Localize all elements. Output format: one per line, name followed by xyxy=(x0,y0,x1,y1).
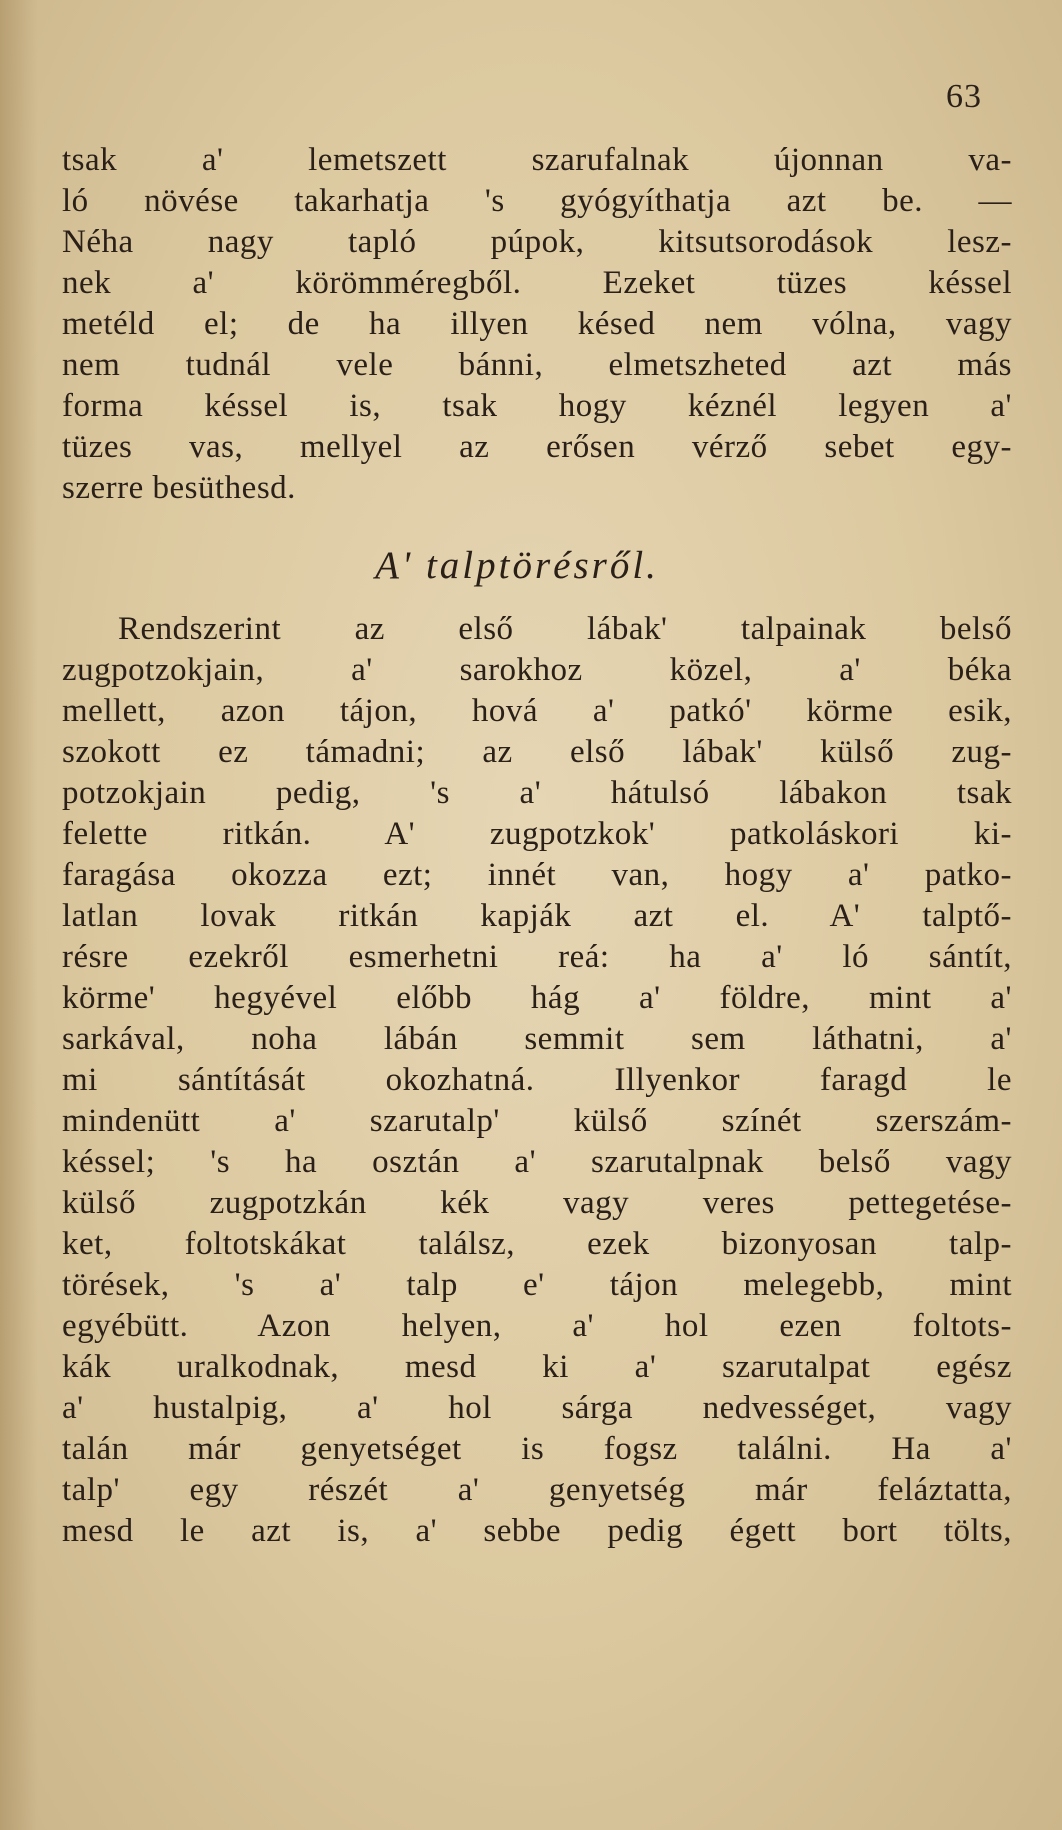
text-line: metéld el; de ha illyen késed nem vólna, vagy xyxy=(62,306,1012,342)
text-line: nem tudnál vele bánni, elmetszheted azt más xyxy=(62,347,1012,383)
text-line: késsel; 's ha osztán a' szarutalpnak belső vagy xyxy=(62,1144,1012,1180)
text-line: a' hustalpig, a' hol sárga nedvességet, vagy xyxy=(62,1390,1012,1426)
text-line: mindenütt a' szarutalp' külső színét szerszám- xyxy=(62,1103,1012,1139)
text-line: résre ezekről esmerhetni reá: ha a' ló sántít, xyxy=(62,939,1012,975)
text-line: kák uralkodnak, mesd ki a' szarutalpat egész xyxy=(62,1349,1012,1385)
text-line: sarkával, noha lábán semmit sem láthatni, a' xyxy=(62,1021,1012,1057)
text-line: Néha nagy tapló púpok, kitsutsorodások lesz- xyxy=(62,224,1012,260)
text-line: törések, 's a' talp e' tájon melegebb, mint xyxy=(62,1267,1012,1303)
text-block xyxy=(62,140,1012,1552)
page-number: 63 xyxy=(946,78,982,115)
section-heading: A' talptörésről. xyxy=(375,544,659,587)
paragraph-2 xyxy=(62,609,1012,1552)
text-line: szokott ez támadni; az első lábak' külső zug- xyxy=(62,734,1012,770)
page-gutter-shadow xyxy=(0,0,38,1830)
text-line: felette ritkán. A' zugpotzkok' patkoláskori ki- xyxy=(62,816,1012,852)
text-line: potzokjain pedig, 's a' hátulsó lábakon tsak xyxy=(62,775,1012,811)
text-line: ló növése takarhatja 's gyógyíthatja azt be. — xyxy=(62,183,1012,219)
text-line: egyébütt. Azon helyen, a' hol ezen foltots- xyxy=(62,1308,1012,1344)
paragraph-1 xyxy=(62,140,1012,509)
text-line: Rendszerint az első lábak' talpainak belső xyxy=(118,611,1012,647)
text-line: tsak a' lemetszett szarufalnak újonnan va- xyxy=(62,142,1012,178)
text-line: tüzes vas, mellyel az erősen vérző sebet egy- xyxy=(62,429,1012,465)
text-line: ket, foltotskákat találsz, ezek bizonyosan talp- xyxy=(62,1226,1012,1262)
text-line: mi sántítását okozhatná. Illyenkor faragd le xyxy=(62,1062,1012,1098)
text-line: mesd le azt is, a' sebbe pedig égett bort tölts, xyxy=(62,1513,1012,1549)
text-line: talán már genyetséget is fogsz találni. Ha a' xyxy=(62,1431,1012,1467)
text-line: szerre besüthesd. xyxy=(62,470,296,506)
text-line: faragása okozza ezt; innét van, hogy a' patko- xyxy=(62,857,1012,893)
text-line: nek a' körömméregből. Ezeket tüzes késsel xyxy=(62,265,1012,301)
text-line: zugpotzokjain, a' sarokhoz közel, a' béka xyxy=(62,652,1012,688)
text-line: külső zugpotzkán kék vagy veres pettegetése- xyxy=(62,1185,1012,1221)
text-line: forma késsel is, tsak hogy kéznél legyen a' xyxy=(62,388,1012,424)
text-line: körme' hegyével előbb hág a' földre, mint a' xyxy=(62,980,1012,1016)
text-line: mellett, azon tájon, hová a' patkó' körme esik, xyxy=(62,693,1012,729)
text-line: latlan lovak ritkán kapják azt el. A' talptő- xyxy=(62,898,1012,934)
text-line: talp' egy részét a' genyetség már feláztatta, xyxy=(62,1472,1012,1508)
